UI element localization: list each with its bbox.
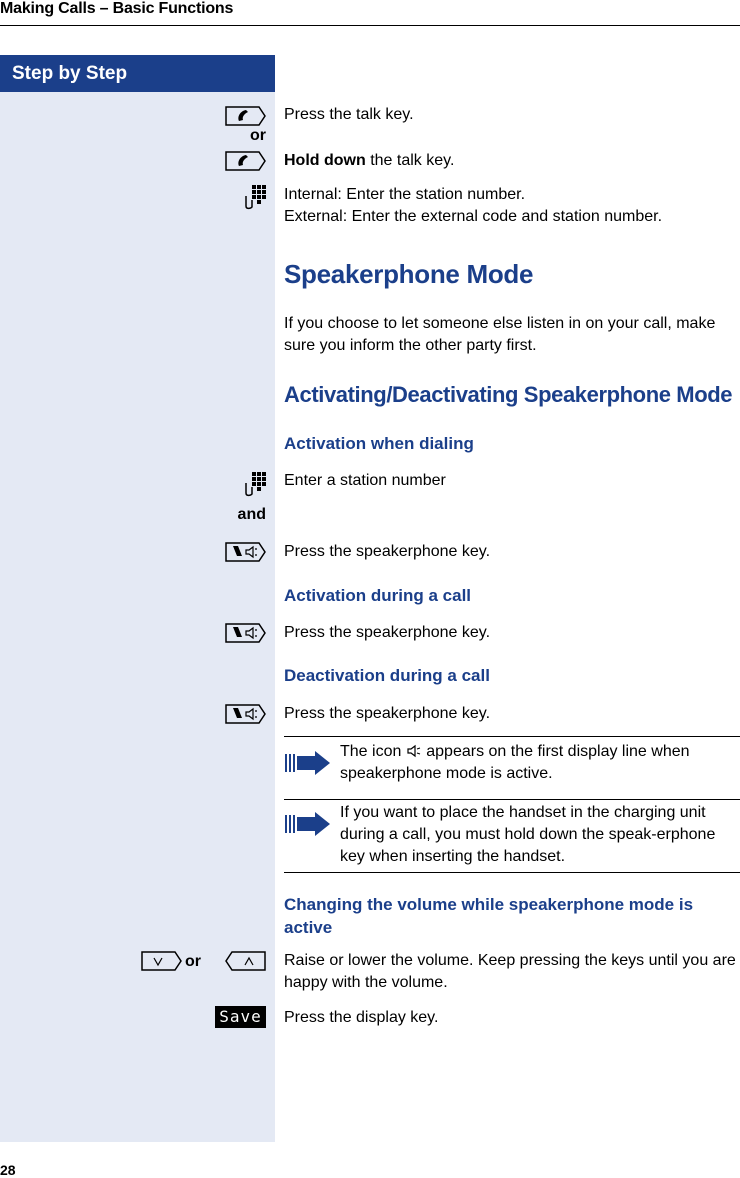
keypad-icon — [244, 471, 266, 497]
note-rule — [284, 736, 740, 737]
and-label: and — [237, 506, 266, 523]
hold-down-bold: Hold down — [284, 152, 366, 169]
page-header-title: Making Calls – Basic Functions — [0, 0, 234, 17]
note-arrow-icon — [285, 750, 331, 776]
note-rule — [284, 799, 740, 800]
volume-down-key-icon — [141, 950, 182, 972]
press-talk-text: Press the talk key. — [284, 106, 414, 123]
hold-down-rest: the talk key. — [365, 152, 455, 169]
press-speaker-text-1: Press the speakerphone key. — [284, 543, 491, 560]
note-rule — [284, 872, 740, 873]
or-inline-label: or — [185, 953, 201, 970]
section-intro: If you choose to let someone else listen in on your call, make sure you inform the other party first. — [284, 315, 716, 354]
external-text: External: Enter the external code and station number. — [284, 208, 663, 225]
section-subtitle: Activating/Deactivating Speakerphone Mode — [284, 382, 733, 407]
volume-up-key-icon — [225, 950, 266, 972]
press-speaker-text-2: Press the speakerphone key. — [284, 624, 491, 641]
sidebar-title: Step by Step — [0, 55, 275, 92]
speakerphone-key-icon — [225, 622, 266, 644]
internal-text: Internal: Enter the station number. — [284, 186, 526, 203]
activation-dialing-heading: Activation when dialing — [284, 434, 474, 453]
speakerphone-key-icon — [225, 541, 266, 563]
enter-station-text: Enter a station number — [284, 472, 446, 489]
note-2: If you want to place the handset in the charging unit during a call, you must hold down the speak-erphone key when inserting the handset. — [340, 804, 716, 865]
page-number: 28 — [0, 1162, 16, 1178]
keypad-icon — [244, 184, 266, 210]
speaker-symbol-icon — [406, 744, 422, 758]
press-speaker-text-3: Press the speakerphone key. — [284, 705, 491, 722]
press-display-text: Press the display key. — [284, 1009, 439, 1026]
save-display-key: Save — [215, 1006, 266, 1028]
volume-text: Raise or lower the volume. Keep pressing the keys until you are happy with the volume. — [284, 952, 736, 991]
activation-call-heading: Activation during a call — [284, 586, 472, 605]
header-rule — [0, 25, 740, 26]
note1-text-b: appears on the first display line when speakerphone mode is active. — [340, 743, 690, 782]
volume-heading: Changing the volume while speakerphone mode is active — [284, 895, 694, 937]
talk-key-icon — [225, 150, 266, 172]
talk-key-icon — [225, 105, 266, 127]
note1-text-a: The icon — [340, 743, 406, 760]
section-title: Speakerphone Mode — [284, 259, 534, 289]
deactivation-call-heading: Deactivation during a call — [284, 666, 490, 685]
step-by-step-sidebar — [0, 55, 275, 1142]
or-label: or — [250, 127, 266, 144]
hold-down-text — [284, 150, 454, 172]
note-1 — [340, 741, 740, 785]
note-arrow-icon — [285, 811, 331, 837]
speakerphone-key-icon — [225, 703, 266, 725]
